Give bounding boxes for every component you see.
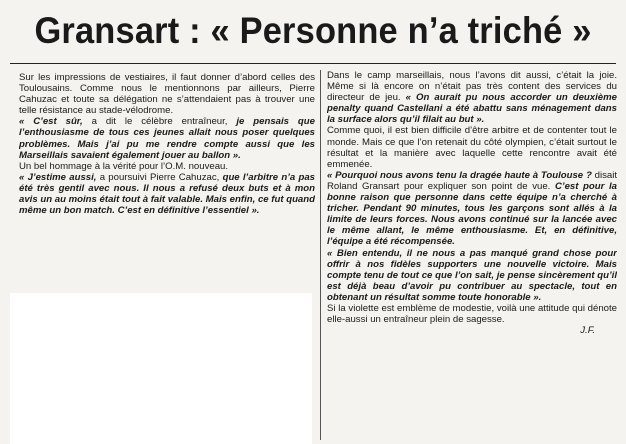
article-headline: Gransart : « Personne n’a triché » [34, 10, 592, 51]
article-column-left [19, 72, 315, 294]
quote-text: je pensais que l’enthousiasme de tous ces jeunes allait nous poser quelques problèmes. Mais j’ai pu me rendre compte aussi que les Marseillais savaient également jouer au ballon ». [19, 116, 315, 161]
paragraph [327, 70, 617, 125]
attribution-text: a poursuivi Pierre Cahuzac, [96, 171, 220, 183]
quote-text: « Pourquoi nous avons tenu la dragée haute à Toulouse ? [327, 169, 592, 181]
body-text: Dans le camp marseillais, nous l’avons dit aussi, c’était la joie. Même si là encore on n’était pas très content des services du directeur de jeu. [327, 70, 617, 104]
quote-text: « On aurait pu nous accorder un deuxième penalty quand Castellani a été abattu sans ménagement dans la surface alors qu’il filait au but ». [327, 92, 617, 126]
paragraph: Sur les impressions de vestiaires, il faut donner d’abord celles des Toulousains. Comme nous le mentionnons par ailleurs, Pierre Cahuzac et toute sa délégation ne s’attendaient pas à trouver une telle résistance au stade-vélodrome. [19, 72, 315, 117]
author-signature: J.F. [580, 325, 595, 337]
quote-text: C’est pour la bonne raison que personne dans cette équipe n’a cherché à tricher. Pendant 90 minutes, tous les garçons sont allés à la limite de leurs forces. Nous avons continué sur la lancée avec le même allant, le même enthousiasme. Et, en définitive, l’équipe a été récompensée. [327, 180, 617, 248]
paragraph [327, 170, 617, 248]
article-column-right [327, 70, 617, 440]
paragraph [19, 172, 315, 216]
paragraph [327, 248, 617, 303]
paragraph: Si la violette est emblème de modestie, voilà une attitude qui dénote elle-aussi un entraîneur plein de sagesse. [327, 302, 617, 326]
column-divider [320, 70, 321, 440]
attribution-text: disait Roland Gransart pour expliquer son point de vue. [327, 169, 617, 192]
quote-text: « C’est sûr, [19, 116, 83, 128]
quote-text: « J’estime aussi, [19, 171, 97, 183]
paragraph: Comme quoi, il est bien difficile d’être arbitre et de contenter tout le monde. Mais ce que l’on retenait du côté olympien, c’était surtout le résultat et la manière avec laquelle cette rencontre avait été emmenée. [327, 125, 617, 170]
attribution-text: a dit le célèbre entraîneur, [82, 116, 228, 128]
paragraph: Un bel hommage à la vérité pour l’O.M. nouveau. [19, 160, 229, 172]
quote-text: que l’arbitre n’a pas été très gentil avec nous. Il nous a refusé deux buts et à mon avis un au moins était tout à fait valable. Mais enfin, ce fut quand même un bon match. C’est en définitive l’essentiel ». [19, 171, 315, 217]
paragraph [19, 116, 315, 160]
headline-rule [10, 63, 616, 64]
blank-area [10, 293, 312, 444]
quote-text: « Bien entendu, il ne nous a pas manqué grand chose pour offrir à nos fidèles supporters une nouvelle victoire. Mais compte tenu de tout ce que l’on sait, je pense sincèrement qu’il est déjà beau d’avoir pu contribuer au spectacle, tout en obtenant un résultat somme toute honorable ». [327, 247, 617, 303]
